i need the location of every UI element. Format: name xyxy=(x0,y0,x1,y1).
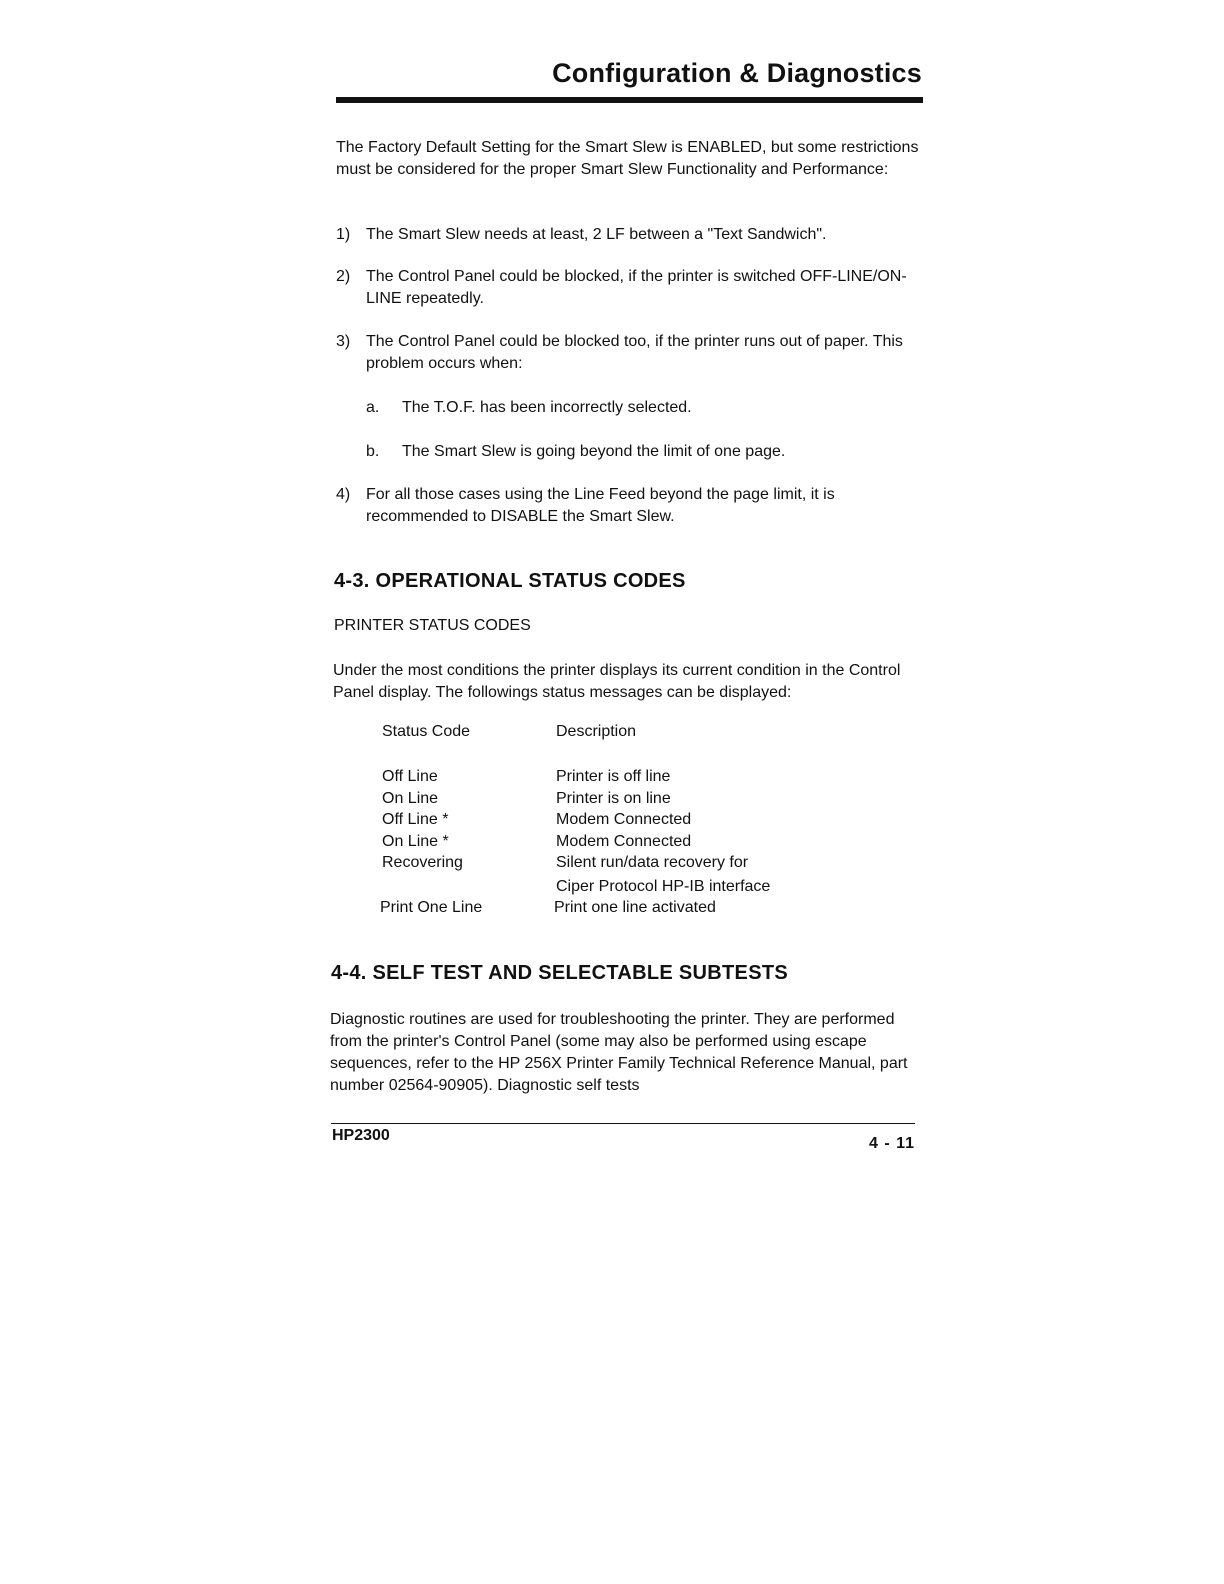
status-description: Printer is off line xyxy=(556,768,671,785)
status-description: Printer is on line xyxy=(556,789,671,807)
description-column-header: Description xyxy=(556,723,637,740)
status-code: On Line xyxy=(382,789,439,807)
status-description: Silent run/data recovery for xyxy=(556,854,749,871)
section-heading-4-3: 4-3. OPERATIONAL STATUS CODES xyxy=(334,570,686,592)
status-row xyxy=(382,809,832,831)
footer-rule xyxy=(331,1123,915,1124)
list-text: For all those cases using the Line Feed beyond the page limit, it is recommended to DISABLE the Smart Slew. xyxy=(366,486,835,525)
sub-text: The T.O.F. has been incorrectly selected. xyxy=(402,399,692,416)
status-description: Modem Connected xyxy=(556,832,692,850)
intro-paragraph: The Factory Default Setting for the Smart Slew is ENABLED, but some restrictions must be considered for the proper Smart Slew Functionality and Performance: xyxy=(336,139,919,178)
status-code-column-header: Status Code xyxy=(382,723,471,740)
status-intro-paragraph: Under the most conditions the printer displays its current condition in the Control Panel display. The followings status messages can be displayed: xyxy=(333,662,901,701)
sub-letter: a. xyxy=(366,399,380,416)
status-row xyxy=(382,852,832,874)
status-code: Print One Line xyxy=(380,899,483,916)
list-number: 2) xyxy=(336,268,351,285)
status-table xyxy=(382,766,832,919)
list-text: The Control Panel could be blocked, if the printer is switched OFF-LINE/ON-LINE repeatedly. xyxy=(366,268,907,307)
status-description: Ciper Protocol HP-IB interface xyxy=(556,877,771,895)
section-heading-4-4: 4-4. SELF TEST AND SELECTABLE SUBTESTS xyxy=(331,962,788,984)
list-text: The Control Panel could be blocked too, if the printer runs out of paper. This problem occurs when: xyxy=(366,333,903,372)
sub-text: The Smart Slew is going beyond the limit of one page. xyxy=(402,443,786,460)
status-row xyxy=(382,788,832,810)
status-row xyxy=(382,897,832,919)
header-rule xyxy=(336,97,923,103)
status-row xyxy=(382,766,832,788)
status-code: On Line * xyxy=(382,832,449,850)
status-code: Off Line xyxy=(382,768,438,785)
status-code: Recovering xyxy=(382,854,463,871)
footer-model: HP2300 xyxy=(332,1127,390,1144)
sub-letter: b. xyxy=(366,443,380,460)
footer-page-number: 4 - 11 xyxy=(868,1135,915,1152)
list-number: 4) xyxy=(336,486,351,503)
status-description: Print one line activated xyxy=(554,899,716,916)
list-number: 1) xyxy=(336,226,351,243)
list-number: 3) xyxy=(336,333,351,350)
list-text: The Smart Slew needs at least, 2 LF between a "Text Sandwich". xyxy=(366,226,827,243)
status-code xyxy=(382,876,556,898)
status-code: Off Line * xyxy=(382,811,449,828)
page-header-title: Configuration & Diagnostics xyxy=(552,58,922,88)
status-row xyxy=(382,876,832,898)
status-description: Modem Connected xyxy=(556,811,692,828)
status-row xyxy=(382,831,832,853)
self-test-paragraph: Diagnostic routines are used for troubleshooting the printer. They are performed from the printer's Control Panel (some may also be performed using escape sequences, refer to the HP 256X Printer Family Technical Reference Manual, part number 02564-90905). Diagnostic self tests xyxy=(330,1011,908,1094)
printer-status-codes-subheading: PRINTER STATUS CODES xyxy=(334,617,531,634)
